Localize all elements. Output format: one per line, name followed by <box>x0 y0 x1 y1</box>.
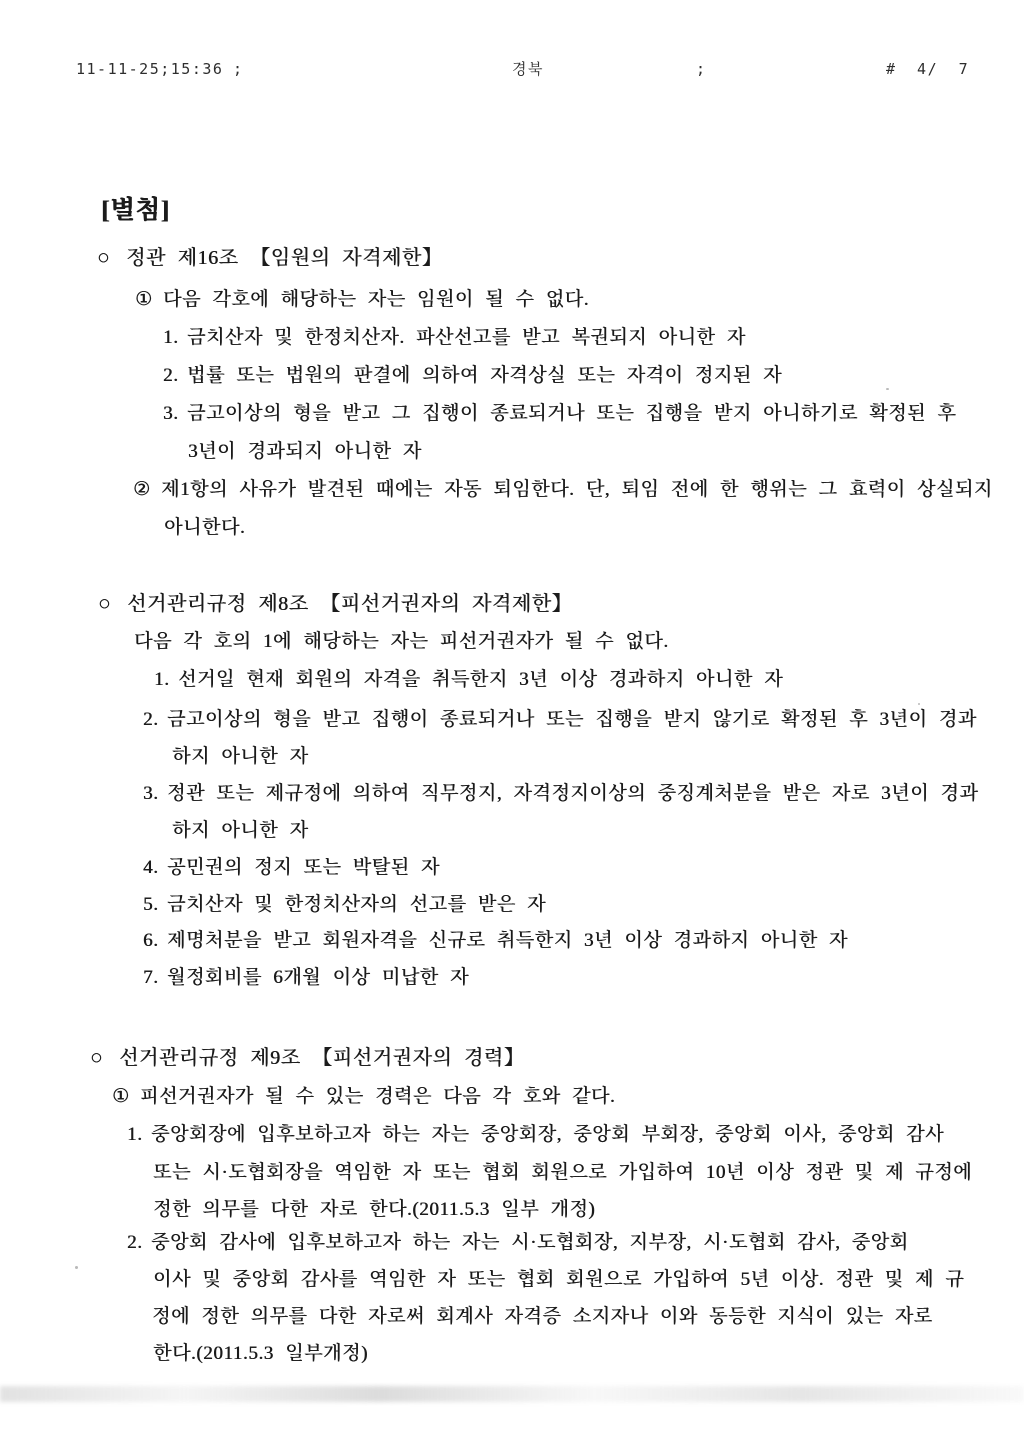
item-text: 중앙회장에 입후보하고자 하는 자는 중앙회장, 중앙회 부회장, 중앙회 이사, 중앙회 감사 <box>151 1124 944 1145</box>
item-text: 금고이상의 형을 받고 집행이 종료되거나 또는 집행을 받지 않기로 확정된 후 3년이 경과 <box>167 709 977 730</box>
item-marker: 2. <box>163 365 179 386</box>
item-marker: 3. <box>143 783 159 804</box>
item-marker: 7. <box>143 967 159 988</box>
section-heading-text: 선거관리규정 제8조 【피선거권자의 자격제한】 <box>127 593 573 615</box>
list-item-continuation: 이사 및 중앙회 감사를 역임한 자 또는 협회 회원으로 가입하여 5년 이상. 정관 및 제 규 <box>153 1269 965 1290</box>
item-marker: 2. <box>127 1232 143 1253</box>
item-marker: 6. <box>143 930 159 951</box>
clause-marker: ① <box>135 289 153 310</box>
item-marker: 4. <box>143 857 159 878</box>
list-item <box>154 667 783 693</box>
clause-line <box>112 1084 615 1110</box>
clause-line <box>133 477 993 503</box>
clause-line <box>135 287 589 313</box>
attachment-title: [별첨] <box>101 197 170 224</box>
fax-timestamp: 11-11-25;15:36 <box>76 60 224 78</box>
item-marker: 1. <box>154 669 170 690</box>
list-item-continuation: 하지 아니한 자 <box>172 746 309 767</box>
scan-speck <box>75 1266 78 1269</box>
item-text: 공민권의 정지 또는 박탈된 자 <box>167 857 440 878</box>
list-item <box>163 325 746 351</box>
section-heading-text: 정관 제16조 【임원의 자격제한】 <box>126 247 443 269</box>
item-text: 금고이상의 형을 받고 그 집행이 종료되거나 또는 집행을 받지 아니하기로 확정된 후 <box>187 403 957 424</box>
item-text: 월정회비를 6개월 이상 미납한 자 <box>167 967 469 988</box>
list-item <box>143 928 848 954</box>
list-item-continuation: 하지 아니한 자 <box>172 820 309 841</box>
list-item <box>163 401 956 427</box>
section-heading-text: 선거관리규정 제9조 【피선거권자의 경력】 <box>119 1047 525 1069</box>
fax-page-indicator: # 4/ 7 <box>886 60 970 78</box>
clause-marker: ② <box>133 479 151 500</box>
scan-speck <box>886 388 889 390</box>
list-item <box>143 965 469 991</box>
section-heading <box>98 590 572 617</box>
list-item <box>143 781 978 807</box>
item-text: 선거일 현재 회원의 자격을 취득한지 3년 이상 경과하지 아니한 자 <box>178 669 784 690</box>
fax-station-name: 경북 <box>512 60 544 78</box>
clause-text: 제1항의 사유가 발견된 때에는 자동 퇴임한다. 단, 퇴임 전에 한 행위는 그 효력이 상실되지 <box>161 479 993 500</box>
clause-text: 피선거권자가 될 수 있는 경력은 다음 각 호와 같다. <box>140 1086 616 1107</box>
list-item <box>163 363 782 389</box>
item-text: 금치산자 및 한정치산자의 선고를 받은 자 <box>167 894 546 915</box>
item-marker: 2. <box>143 709 159 730</box>
section-heading <box>97 244 442 271</box>
item-text: 금치산자 및 한정치산자. 파산선고를 받고 복권되지 아니한 자 <box>187 327 746 348</box>
list-item <box>143 855 440 881</box>
item-marker: 1. <box>163 327 179 348</box>
item-marker: 3. <box>163 403 179 424</box>
item-text: 정관 또는 제규정에 의하여 직무정지, 자격정지이상의 중징계처분을 받은 자로 3년이 경과 <box>167 783 979 804</box>
item-text: 제명처분을 받고 회원자격을 신규로 취득한지 3년 이상 경과하지 아니한 자 <box>167 930 848 951</box>
clause-marker: ① <box>112 1086 130 1107</box>
fax-separator-left: ; <box>233 60 244 78</box>
fax-separator-right: ; <box>696 60 707 78</box>
item-marker: 5. <box>143 894 159 915</box>
list-item-continuation: 또는 시·도협회장을 역임한 자 또는 협회 회원으로 가입하여 10년 이상 정관 및 제 규정에 <box>153 1162 973 1183</box>
scan-noise-band <box>0 1386 1024 1402</box>
list-item <box>143 892 546 918</box>
clause-continuation: 아니한다. <box>164 517 246 538</box>
list-item-continuation: 3년이 경과되지 아니한 자 <box>188 441 422 462</box>
item-text: 법률 또는 법원의 판결에 의하여 자격상실 또는 자격이 정지된 자 <box>187 365 782 386</box>
list-item-continuation: 정한 의무를 다한 자로 한다.(2011.5.3 일부 개정) <box>153 1199 596 1220</box>
section-intro: 다음 각 호의 1에 해당하는 자는 피선거권자가 될 수 없다. <box>134 631 669 652</box>
scan-speck <box>918 703 920 705</box>
circle-bullet: ○ <box>98 591 112 615</box>
item-marker: 1. <box>127 1124 143 1145</box>
list-item <box>127 1230 909 1256</box>
item-text: 중앙회 감사에 입후보하고자 하는 자는 시·도협회장, 지부장, 시·도협회 감사, 중앙회 <box>151 1232 909 1253</box>
clause-text: 다음 각호에 해당하는 자는 임원이 될 수 없다. <box>163 289 589 310</box>
list-item <box>143 707 977 733</box>
list-item-continuation: 정에 정한 의무를 다한 자로써 회계사 자격증 소지자나 이와 동등한 지식이 있는 자로 <box>152 1306 933 1327</box>
list-item-continuation: 한다.(2011.5.3 일부개정) <box>153 1343 368 1364</box>
circle-bullet: ○ <box>90 1045 104 1069</box>
section-heading <box>90 1044 524 1071</box>
circle-bullet: ○ <box>97 245 111 269</box>
list-item <box>127 1122 944 1148</box>
